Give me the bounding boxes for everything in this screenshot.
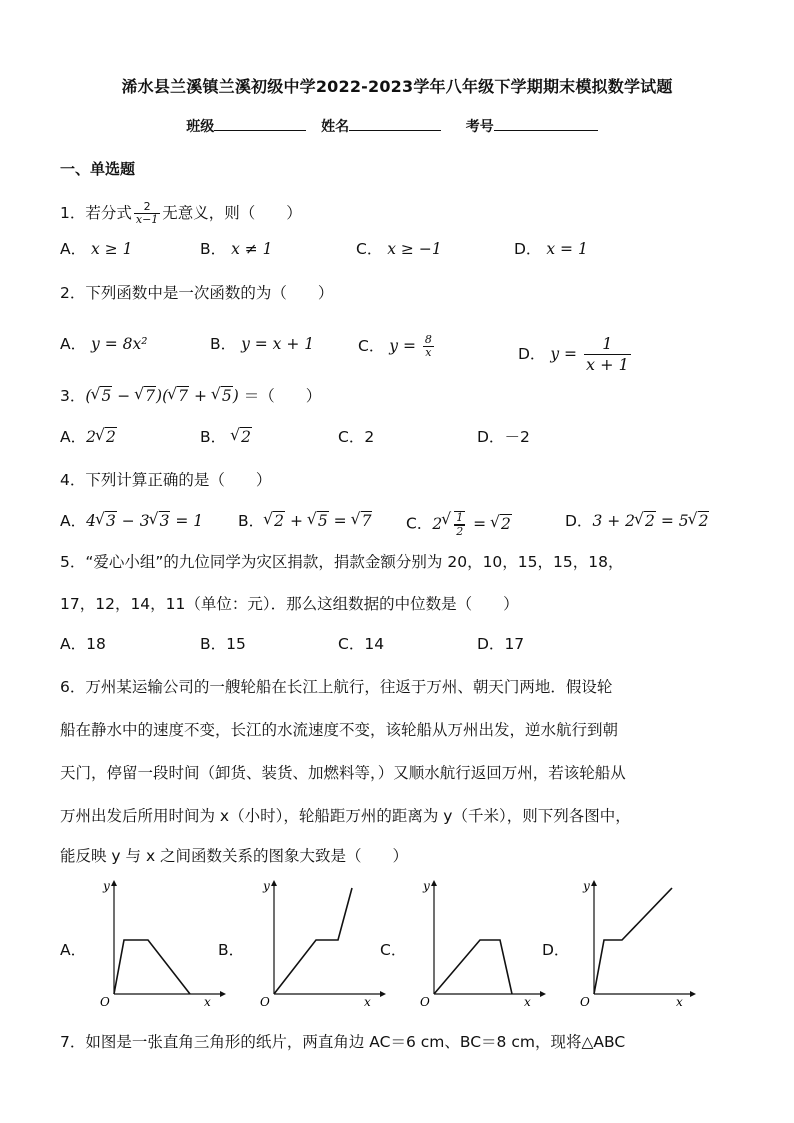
q1-option-d[interactable]: D． x = 1 bbox=[514, 240, 588, 258]
y-axis-label: y bbox=[103, 879, 110, 893]
x-axis-label: x bbox=[364, 995, 371, 1009]
origin-label: O bbox=[420, 995, 430, 1009]
class-blank[interactable] bbox=[214, 118, 306, 131]
q4-option-c[interactable]: C．2 √ $\frac{1}{2}$ = √ 2 bbox=[406, 511, 512, 538]
q2-option-c[interactable]: C． y = $\frac{8}{x}$ bbox=[358, 333, 432, 359]
q1-stem: 1．若分式 $\frac{2}{x-1}$ 无意义，则（ ） bbox=[60, 200, 302, 226]
q6-stem-line1: 6．万州某运输公司的一艘轮船在长江上航行，往返于万州、朝天门两地．假设轮 bbox=[60, 678, 613, 696]
q4-option-b[interactable]: B．√ 2 + √ 5 = √ 7 bbox=[238, 511, 372, 531]
q6-graph-d[interactable] bbox=[576, 878, 706, 1012]
q5-option-c[interactable]: C．14 bbox=[338, 635, 385, 653]
q6-option-a[interactable]: A． bbox=[60, 941, 87, 959]
q6-stem-line2: 船在静水中的速度不变，长江的水流速度不变，该轮船从万州出发，逆水航行到朝 bbox=[60, 721, 619, 739]
class-label: 班级 bbox=[186, 119, 215, 135]
q2-option-d[interactable]: D． y = $\frac{1}{x + 1}$ bbox=[518, 334, 629, 374]
name-blank[interactable] bbox=[349, 118, 441, 131]
q6-option-d[interactable]: D． bbox=[542, 941, 570, 959]
q6-option-b[interactable]: B． bbox=[218, 941, 245, 959]
q6-option-c[interactable]: C． bbox=[380, 941, 407, 959]
q2-option-b[interactable]: B． y = x + 1 bbox=[210, 335, 315, 353]
student-info-line bbox=[0, 116, 794, 136]
exam-title: 浠水县兰溪镇兰溪初级中学2022-2023学年八年级下学期期末模拟数学试题 bbox=[121, 77, 673, 96]
q5-stem-line1: 5．“爱心小组”的九位同学为灾区捐款，捐款金额分别为 20，10，15，15，18， bbox=[60, 553, 624, 571]
x-axis-label: x bbox=[524, 995, 531, 1009]
x-axis-label: x bbox=[676, 995, 683, 1009]
origin-label: O bbox=[260, 995, 270, 1009]
q3-option-b[interactable]: B． √ 2 bbox=[200, 427, 252, 447]
q3-stem: 3．(√ 5 − √ 7)(√ 7 + √ 5) ＝（ ） bbox=[60, 386, 321, 406]
q6-stem-line5: 能反映 y 与 x 之间函数关系的图象大致是（ ） bbox=[60, 847, 409, 865]
q3-option-c[interactable]: C．2 bbox=[338, 428, 375, 446]
q4-stem: 4．下列计算正确的是（ ） bbox=[60, 471, 272, 489]
q4-option-a[interactable]: A．4√ 3 − 3√ 3 = 1 bbox=[60, 511, 203, 531]
q1-option-a[interactable]: A． x ≥ 1 bbox=[60, 240, 133, 258]
origin-label: O bbox=[100, 995, 110, 1009]
q5-option-d[interactable]: D．17 bbox=[477, 635, 525, 653]
q1-option-b[interactable]: B． x ≠ 1 bbox=[200, 240, 273, 258]
q4-option-d[interactable]: D．3 + 2√ 2 = 5√ 2 bbox=[565, 511, 709, 531]
y-axis-label: y bbox=[423, 879, 430, 893]
q6-graph-c[interactable] bbox=[416, 878, 546, 1012]
q5-option-b[interactable]: B．15 bbox=[200, 635, 246, 653]
q6-stem-line3: 天门，停留一段时间（卸货、装货、加燃料等，）又顺水航行返回万州，若该轮船从 bbox=[60, 764, 626, 782]
q2-stem: 2．下列函数中是一次函数的为（ ） bbox=[60, 284, 334, 302]
q1-option-c[interactable]: C． x ≥ −1 bbox=[356, 240, 442, 258]
q5-stem-line2: 17，12，14，11（单位：元）．那么这组数据的中位数是（ ） bbox=[60, 595, 519, 613]
x-axis-label: x bbox=[204, 995, 211, 1009]
section-heading: 一、单选题 bbox=[60, 160, 136, 178]
id-label: 考号 bbox=[465, 119, 494, 135]
y-axis-label: y bbox=[263, 879, 270, 893]
q2-option-a[interactable]: A． y = 8x² bbox=[60, 335, 148, 353]
name-label: 姓名 bbox=[321, 119, 350, 135]
q3-option-d[interactable]: D．－2 bbox=[477, 428, 530, 446]
origin-label: O bbox=[580, 995, 590, 1009]
q6-graph-b[interactable] bbox=[256, 878, 386, 1012]
id-blank[interactable] bbox=[494, 118, 598, 131]
q6-graph-a[interactable] bbox=[96, 878, 226, 1012]
q7-stem-line1: 7．如图是一张直角三角形的纸片，两直角边 AC＝6 cm、BC＝8 cm，现将△ABC bbox=[60, 1033, 626, 1051]
q5-option-a[interactable]: A．18 bbox=[60, 635, 106, 653]
y-axis-label: y bbox=[583, 879, 590, 893]
q3-option-a[interactable]: A．2√ 2 bbox=[60, 427, 117, 447]
q1-fraction: $\frac{2}{x-1}$ bbox=[135, 200, 159, 226]
q6-stem-line4: 万州出发后所用时间为 x（小时），轮船距万州的距离为 y（千米），则下列各图中， bbox=[60, 807, 631, 825]
